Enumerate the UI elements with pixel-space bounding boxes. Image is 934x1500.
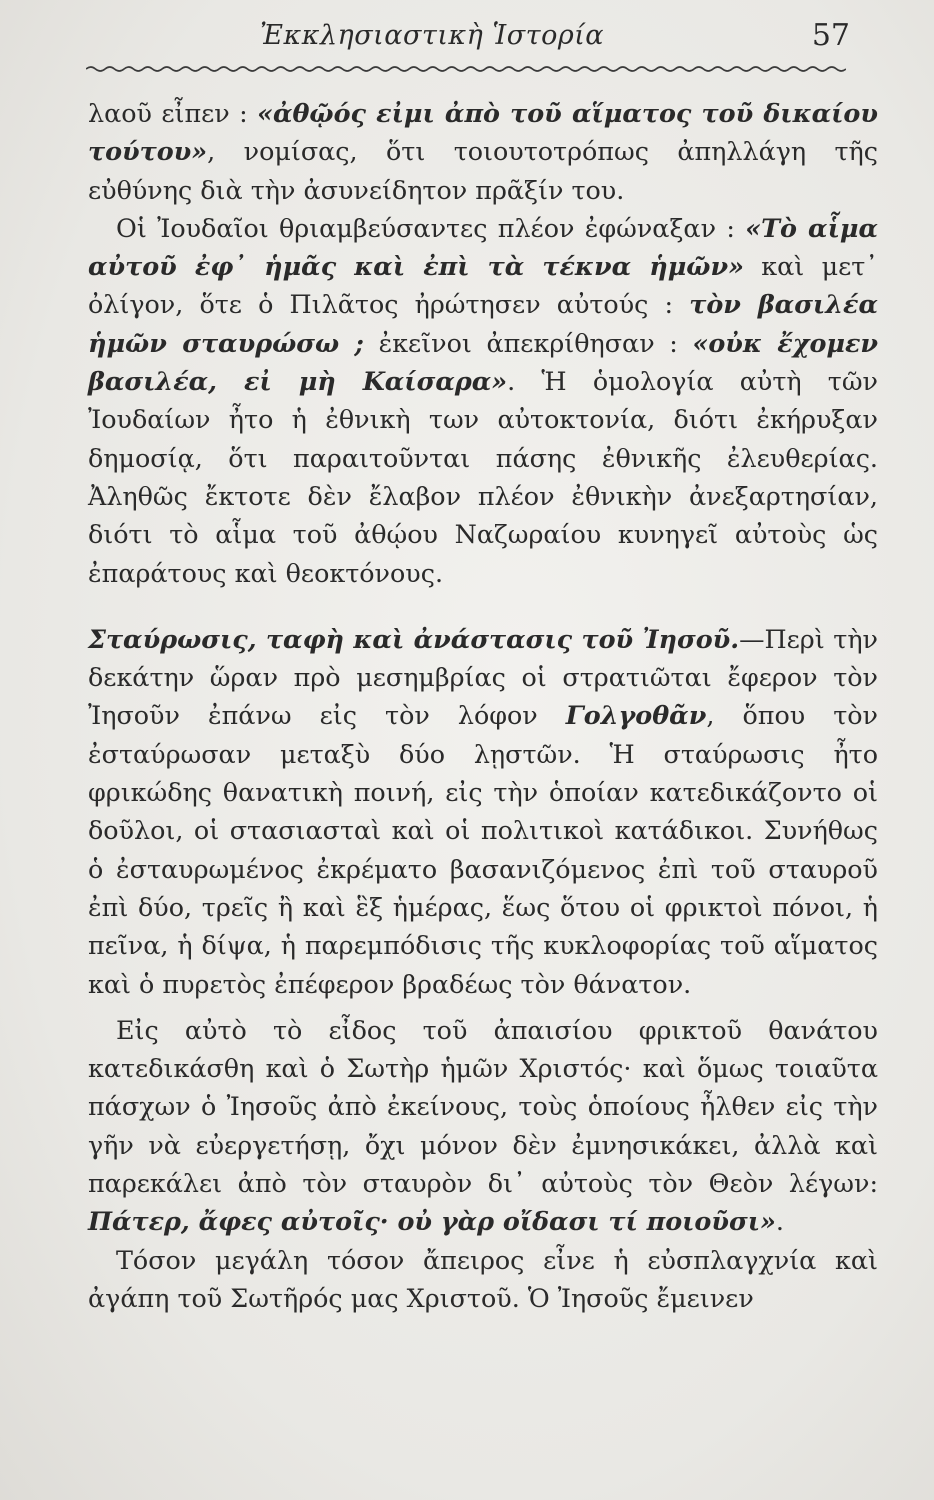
page-number: 57: [811, 18, 850, 53]
text-run: Εἰς αὐτὸ τὸ εἶδος τοῦ ἀπαισίου φρικτοῦ θανάτου κατεδικάσθη καὶ ὁ Σωτὴρ ἡμῶν Χριστός· καὶ ὅμως τοιαῦτα πάσχων ὁ Ἰησοῦς ἀπὸ ἐκείνους, τοὺς ὁποίους ἦλθεν εἰς τὴν γῆν νὰ εὐεργετήσῃ, ὄχι μόνον δὲν ἐμνησικάκει, ἀλλὰ καὶ παρεκάλει ἀπὸ τὸν σταυρὸν δι᾽ αὐτοὺς τὸν Θεὸν λέγων:: [88, 1014, 878, 1199]
running-head: [90, 14, 850, 60]
text-run: . Ἡ ὁμολογία αὐτὴ τῶν Ἰουδαίων ἦτο ἡ ἐθνικὴ των αὐτοκτονία, διότι ἐκήρυξαν δημοσίᾳ, ὅτι παραιτοῦνται πάσης ἐθνικῆς ἐλευθερίας. Ἀληθῶς ἔκτοτε δὲν ἔλαβον πλέον ἐθνικὴν ἀνεξαρτησίαν, διότι τὸ αἷμα τοῦ ἀθῴου Ναζωραίου κυνηγεῖ αὐτοὺς ὡς ἐπαράτους καὶ θεοκτόνους.: [88, 366, 878, 588]
text-run: λαοῦ εἶπεν :: [88, 98, 258, 128]
emphasized-quote: Πάτερ, ἄφες αὐτοῖς· οὐ γὰρ οἴδασι τί ποιοῦσι»: [88, 1206, 776, 1237]
text-run: Οἱ Ἰουδαῖοι θριαμβεύσαντες πλέον ἐφώναξαν :: [116, 212, 746, 243]
emphasized-quote: τὸν βασιλέα ἡμῶν σταυρώσω ;: [88, 289, 879, 358]
text-run: ἐκεῖνοι ἀπεκρίθησαν :: [363, 327, 693, 358]
text-run: .: [775, 1206, 784, 1237]
paragraph: [88, 209, 878, 592]
paragraph: [88, 1241, 878, 1318]
body-text: [88, 94, 878, 1317]
text-run: Τόσον μεγάλη τόσον ἄπειρος εἶνε ἡ εὐσπλαγχνία καὶ ἀγάπη τοῦ Σωτῆρός μας Χριστοῦ. Ὁ Ἰησοῦς ἔμεινεν: [88, 1244, 878, 1313]
emphasized-quote: Γολγοθᾶν: [565, 700, 707, 731]
emphasized-quote: «ἀθῷός εἰμι ἀπὸ τοῦ αἵματος τοῦ δικαίου τούτου»: [88, 98, 878, 167]
text-run: , νομίσας, ὅτι τοιουτοτρόπως ἀπηλλάγη τῆς εὐθύνης διὰ τὴν ἀσυνείδητον πρᾶξίν του.: [88, 136, 878, 205]
section-paragraph: [88, 620, 878, 1003]
text-run: καὶ μετ᾽ ὀλίγον, ὅτε ὁ Πιλᾶτος ἠρώτησεν αὐτούς :: [88, 251, 878, 320]
decorative-wavy-rule: [86, 62, 846, 76]
running-title: Ἐκκλησιαστικὴ Ἱστορία: [260, 20, 605, 51]
emphasized-quote: «Τὸ αἷμα αὐτοῦ ἐφ᾽ ἡμᾶς καὶ ἐπὶ τὰ τέκνα ἡμῶν»: [88, 212, 878, 282]
text-run: —Περὶ τὴν δεκάτην ὥραν πρὸ μεσημβρίας οἱ στρατιῶται ἔφερον τὸν Ἰησοῦν ἐπάνω εἰς τὸν λόφον: [88, 623, 878, 731]
section-heading: Σταύρωσις, ταφὴ καὶ ἀνάστασις τοῦ Ἰησοῦ.: [88, 623, 740, 654]
emphasized-quote: «οὐκ ἔχομεν βασιλέα, εἰ μὴ Καίσαρα»: [88, 327, 879, 397]
paragraph: [88, 94, 878, 209]
text-run: , ὅπου τὸν ἐσταύρωσαν μεταξὺ δύο λῃστῶν. Ἡ σταύρωσις ἦτο φρικώδης θανατικὴ ποινή, εἰς τὴν ὁποίαν κατεδικάζοντο οἱ δοῦλοι, οἱ στασιασταὶ καὶ οἱ πολιτικοὶ κατάδικοι. Συνήθως ὁ ἐσταυρωμένος ἐκρέματο βασανιζόμενος ἐπὶ τοῦ σταυροῦ ἐπὶ δύο, τρεῖς ἢ καὶ ἓξ ἡμέρας, ἕως ὅτου οἱ φρικτοὶ πόνοι, ἡ πεῖνα, ἡ δίψα, ἡ παρεμπόδισις τῆς κυκλοφορίας τοῦ αἵματος καὶ ὁ πυρετὸς ἐπέφερον βραδέως τὸν θάνατον.: [88, 700, 878, 999]
paragraph: [88, 1011, 878, 1241]
